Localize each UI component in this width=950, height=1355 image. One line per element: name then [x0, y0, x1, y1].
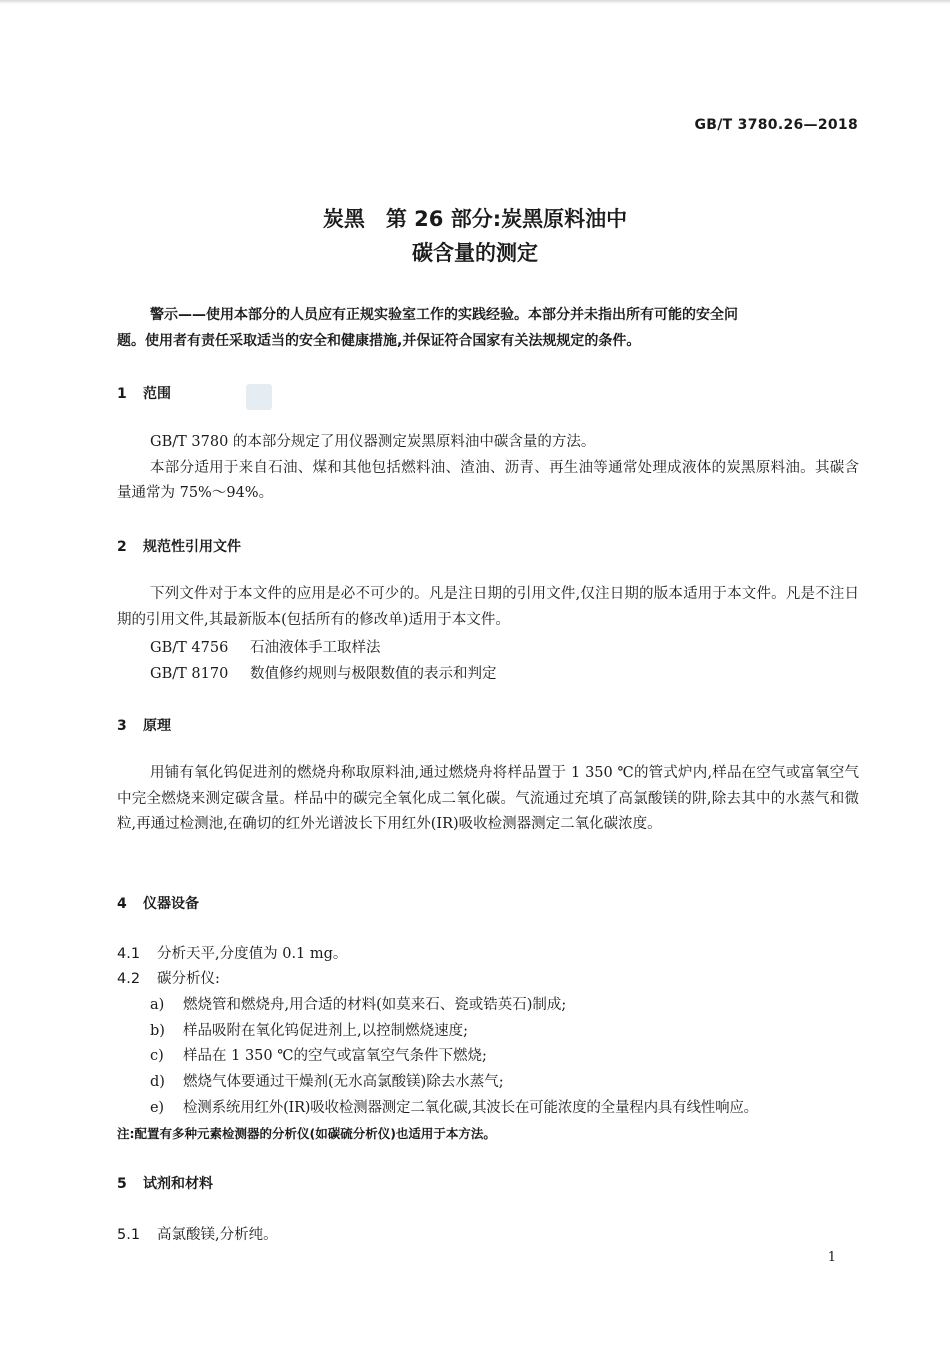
list-item-label: e) — [150, 1100, 164, 1116]
section-2-paragraph-1: 下列文件对于本文件的应用是必不可少的。凡是注日期的引用文件,仅注日期的版本适用于本文件。凡是不注日期的引用文件,其最新版本(包括所有的修改单)适用于本文件。 — [117, 586, 859, 628]
subsection-number: 4.2 — [117, 971, 141, 987]
section-5-title: 试剂和材料 — [143, 1176, 213, 1192]
subsection-text: 分析天平,分度值为 0.1 mg。 — [157, 946, 348, 962]
title-line-2: 碳含量的测定 — [412, 241, 538, 265]
reference-code: GB/T 8170 — [150, 666, 229, 682]
list-item-label: b) — [150, 1023, 165, 1039]
subsection-4-2 — [117, 967, 220, 988]
section-2-title: 规范性引用文件 — [143, 539, 241, 555]
section-5-number: 5 — [117, 1176, 127, 1192]
subsection-4-1 — [117, 942, 347, 963]
note: 注:配置有多种元素检测器的分析仪(如碳硫分析仪)也适用于本方法。 — [117, 1126, 496, 1141]
list-item-label: d) — [150, 1074, 165, 1090]
warning-block — [117, 302, 859, 354]
section-1-title: 范围 — [143, 386, 171, 402]
warning-line-1: 警示——使用本部分的人员应有正规实验室工作的实践经验。本部分并未指出所有可能的安全问 — [150, 307, 738, 323]
section-3-paragraph-1: 用铺有氧化钨促进剂的燃烧舟称取原料油,通过燃烧舟将样品置于 1 350 ℃的管式炉内,样品在空气或富氧空气中完全燃烧来测定碳含量。样品中的碳完全氧化成二氧化碳。气流通过充填了高氯酸镁的阱,除去其中的水蒸气和微粒,再通过检测池,在确切的红外光谱波长下用红外(IR)吸收检测器测定二氧化碳浓度。 — [117, 765, 859, 832]
section-1-body — [117, 430, 859, 507]
list-item-text: 燃烧气体要通过干燥剂(无水高氯酸镁)除去水蒸气; — [183, 1074, 504, 1090]
list-item-text: 检测系统用红外(IR)吸收检测器测定二氧化碳,其波长在可能浓度的全量程内具有线性响应。 — [183, 1100, 758, 1116]
list-item-label: c) — [150, 1048, 164, 1064]
section-3-number: 3 — [117, 718, 127, 734]
subsection-number: 4.1 — [117, 946, 141, 962]
section-4-heading — [117, 893, 199, 913]
standard-number: GB/T 3780.26—2018 — [694, 117, 858, 133]
reference-item — [150, 662, 497, 683]
section-4-number: 4 — [117, 896, 127, 912]
section-4-title: 仪器设备 — [143, 896, 199, 912]
list-item-text: 样品吸附在氧化钨促进剂上,以控制燃烧速度; — [183, 1023, 468, 1039]
section-1-paragraph-1: GB/T 3780 的本部分规定了用仪器测定炭黑原料油中碳含量的方法。 — [150, 434, 596, 450]
list-item — [150, 1019, 468, 1040]
list-item — [150, 1044, 487, 1065]
section-2-heading — [117, 536, 241, 556]
list-item — [150, 1096, 758, 1117]
list-item-text: 样品在 1 350 ℃的空气或富氧空气条件下燃烧; — [183, 1048, 487, 1064]
title-line-1: 炭黑 第 26 部分:炭黑原料油中 — [322, 207, 628, 231]
reference-item — [150, 636, 381, 657]
list-item — [150, 1070, 504, 1091]
section-1-heading — [117, 383, 171, 403]
section-2-body — [117, 582, 859, 633]
section-5-heading — [117, 1173, 213, 1193]
reference-code: GB/T 4756 — [150, 640, 229, 656]
section-3-heading — [117, 715, 171, 735]
page-number: 1 — [827, 1250, 836, 1265]
list-item — [150, 993, 566, 1014]
reference-name: 数值修约规则与极限数值的表示和判定 — [250, 666, 497, 682]
subsection-text: 高氯酸镁,分析纯。 — [157, 1227, 278, 1243]
scan-top-edge — [0, 0, 950, 4]
warning-line-2: 题。使用者有责任采取适当的安全和健康措施,并保证符合国家有关法规规定的条件。 — [117, 333, 641, 349]
section-3-body — [117, 761, 859, 838]
section-1-number: 1 — [117, 386, 127, 402]
subsection-number: 5.1 — [117, 1227, 141, 1243]
reference-name: 石油液体手工取样法 — [250, 640, 381, 656]
watermark-icon — [246, 384, 272, 410]
section-1-paragraph-2: 本部分适用于来自石油、煤和其他包括燃料油、渣油、沥青、再生油等通常处理成液体的炭黑原料油。其碳含量通常为 75%～94%。 — [117, 459, 859, 501]
section-2-number: 2 — [117, 539, 127, 555]
section-3-title: 原理 — [143, 718, 171, 734]
list-item-text: 燃烧管和燃烧舟,用合适的材料(如莫来石、瓷或锆英石)制成; — [183, 997, 567, 1013]
list-item-label: a) — [150, 997, 165, 1013]
subsection-text: 碳分析仪: — [157, 971, 220, 987]
subsection-5-1 — [117, 1223, 278, 1244]
